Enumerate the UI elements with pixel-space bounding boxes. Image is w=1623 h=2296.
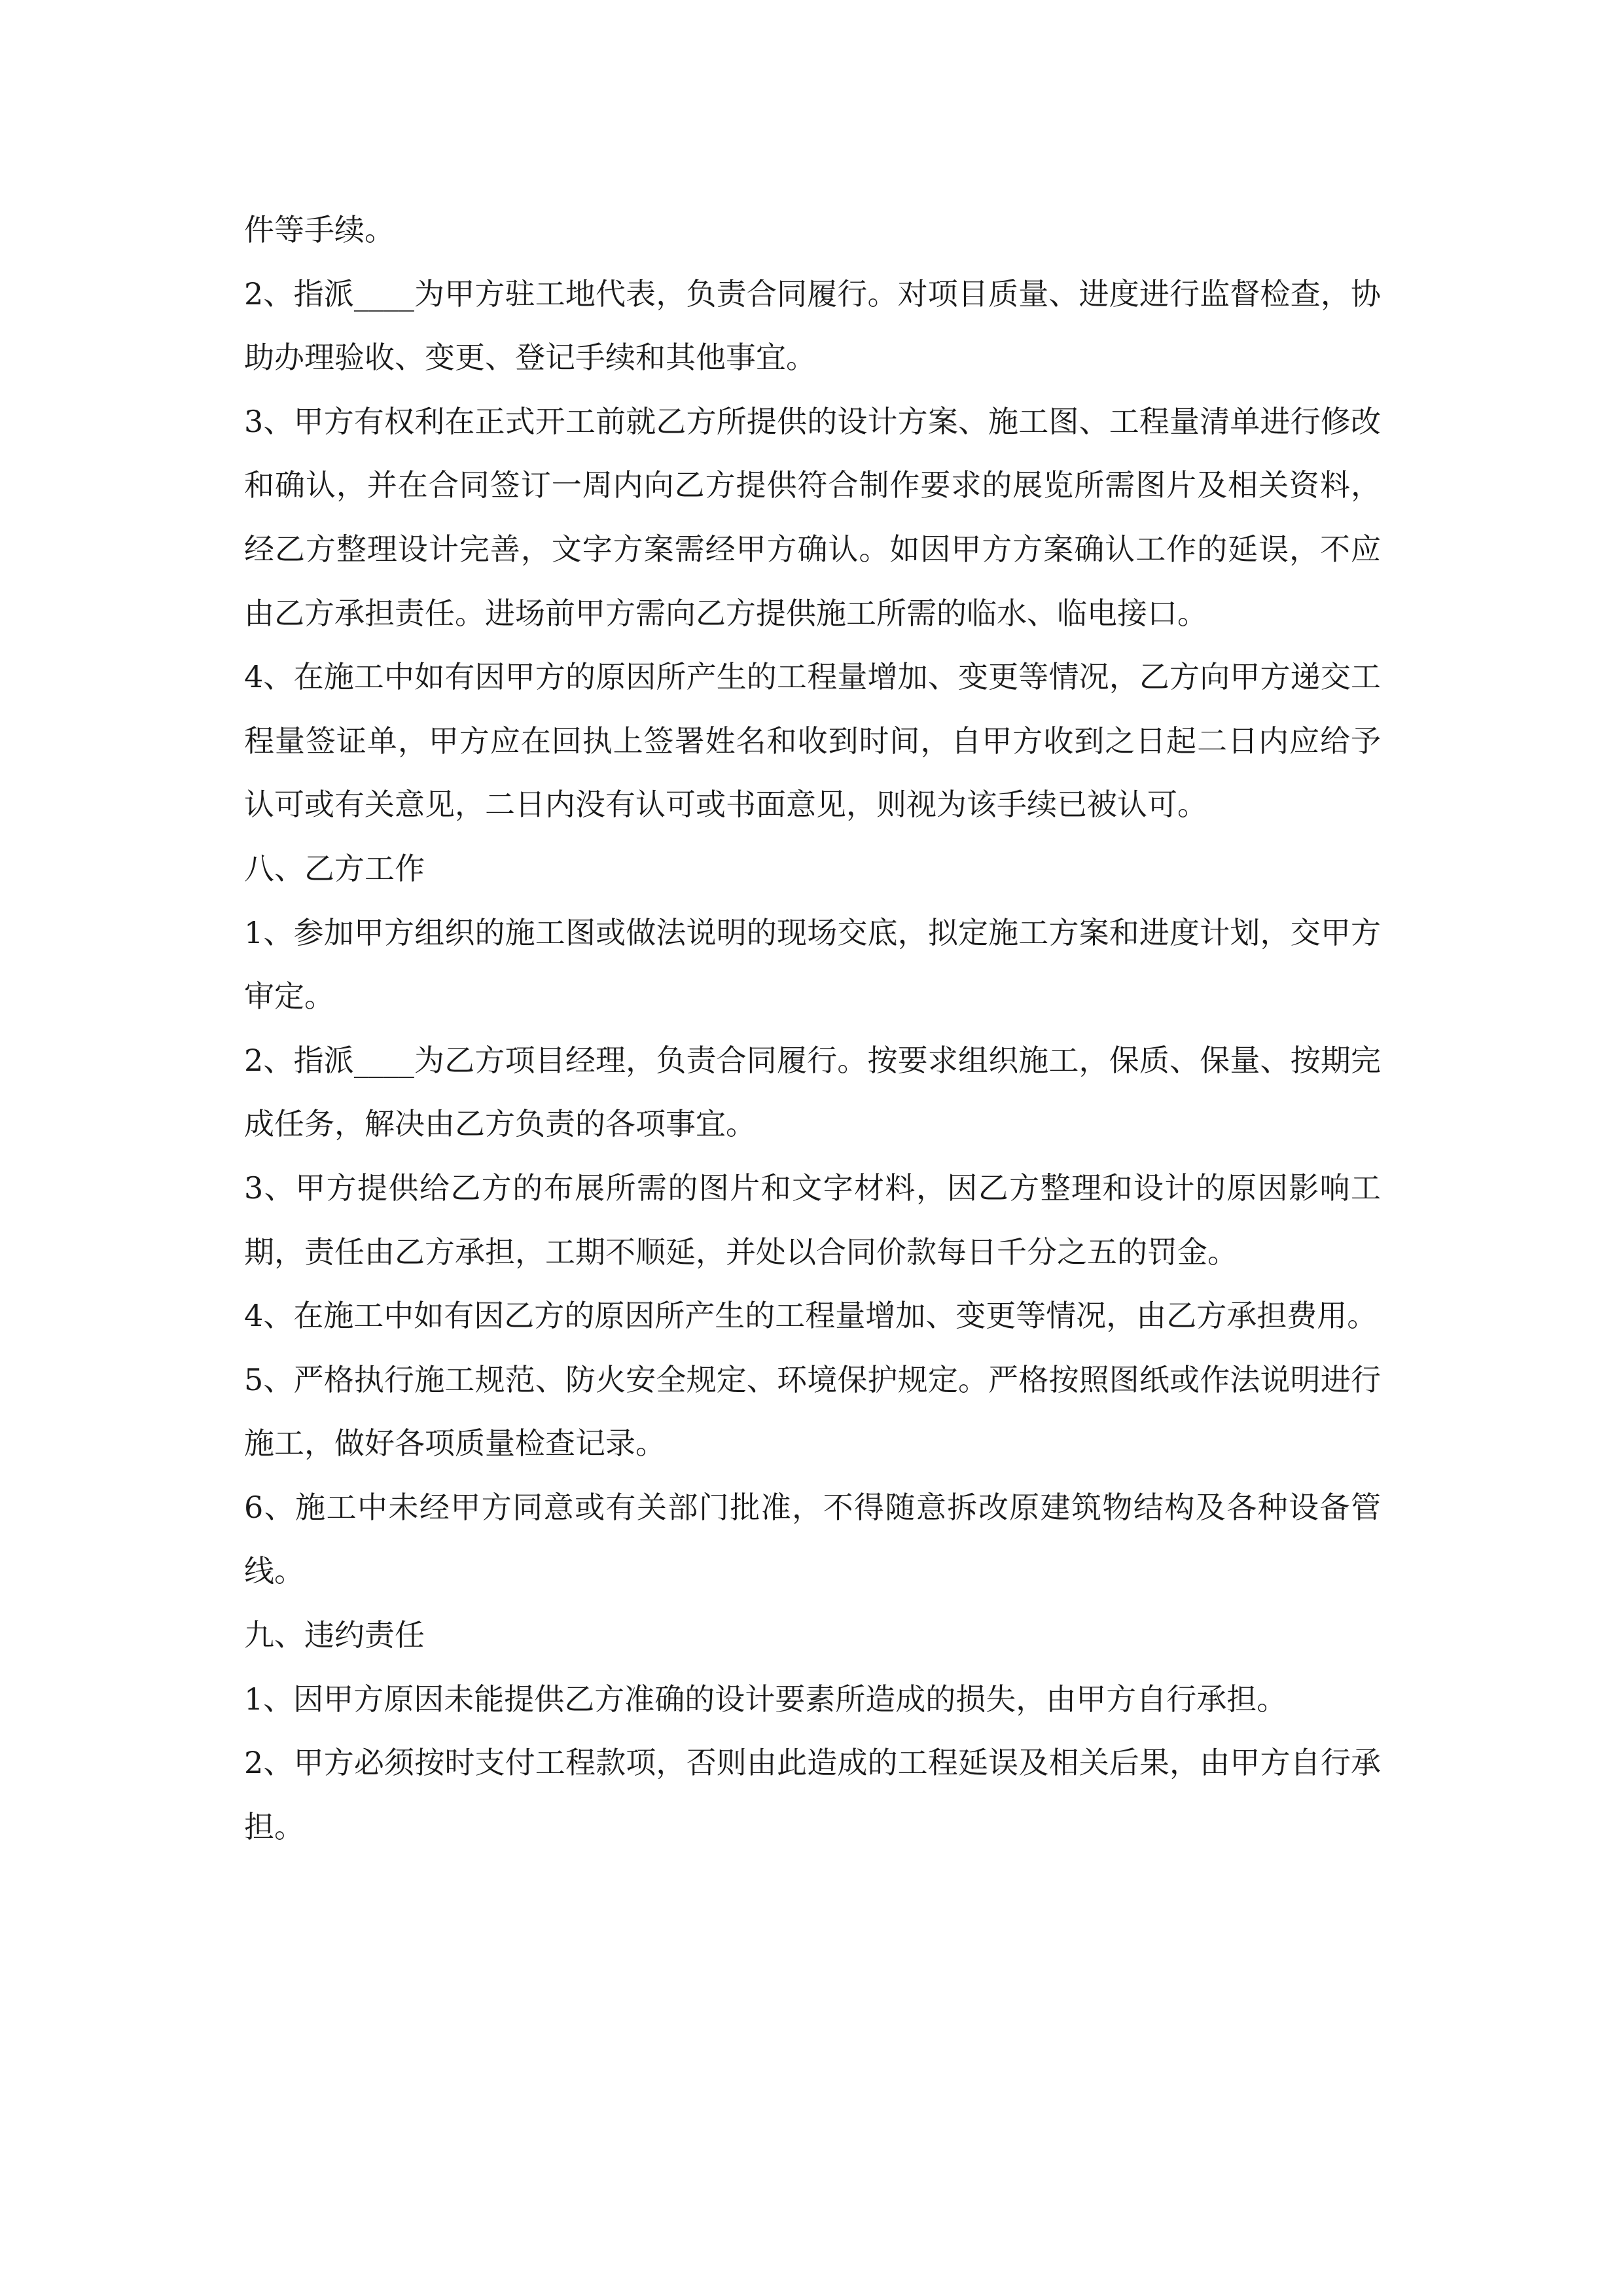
paragraph-liability-item-2: 2、甲方必须按时支付工程款项，否则由此造成的工程延误及相关后果，由甲方自行承担。 — [244, 1745, 1381, 1844]
paragraph-party-a-item-4: 4、在施工中如有因甲方的原因所产生的工程量增加、变更等情况，乙方向甲方递交工程量签证单，甲方应在回执上签署姓名和收到时间，自甲方收到之日起二日内应给予认可或有关意见，二日内没有认可或书面意见，则视为该手续已被认可。 — [244, 659, 1381, 823]
paragraph-continuation: 件等手续。 — [244, 212, 395, 247]
paragraph-liability-item-1: 1、因甲方原因未能提供乙方准确的设计要素所造成的损失，由甲方自行承担。 — [244, 1681, 1287, 1717]
document-body — [244, 198, 1381, 1859]
paragraph-party-b-item-3: 3、甲方提供给乙方的布展所需的图片和文字材料，因乙方整理和设计的原因影响工期，责任由乙方承担，工期不顺延，并处以合同价款每日千分之五的罚金。 — [244, 1170, 1381, 1270]
paragraph-party-a-item-3: 3、甲方有权利在正式开工前就乙方所提供的设计方案、施工图、工程量清单进行修改和确认，并在合同签订一周内向乙方提供符合制作要求的展览所需图片及相关资料，经乙方整理设计完善，文字方案需经甲方确认。如因甲方方案确认工作的延误，不应由乙方承担责任。进场前甲方需向乙方提供施工所需的临水、临电接口。 — [244, 403, 1381, 631]
paragraph-party-b-item-4: 4、在施工中如有因乙方的原因所产生的工程量增加、变更等情况，由乙方承担费用。 — [244, 1298, 1378, 1334]
paragraph-party-b-item-5: 5、严格执行施工规范、防火安全规定、环境保护规定。严格按照图纸或作法说明进行施工，做好各项质量检查记录。 — [244, 1361, 1381, 1462]
paragraph-party-b-item-1: 1、参加甲方组织的施工图或做法说明的现场交底，拟定施工方案和进度计划，交甲方审定。 — [244, 914, 1381, 1014]
section-heading-party-b-work: 八、乙方工作 — [244, 850, 425, 886]
paragraph-party-b-item-6: 6、施工中未经甲方同意或有关部门批准，不得随意拆改原建筑物结构及各种设备管线。 — [244, 1489, 1381, 1589]
paragraph-party-b-item-2: 2、指派____为乙方项目经理，负责合同履行。按要求组织施工，保质、保量、按期完成任务，解决由乙方负责的各项事宜。 — [244, 1042, 1381, 1142]
section-heading-liability: 九、违约责任 — [244, 1617, 425, 1653]
paragraph-party-a-item-2: 2、指派____为甲方驻工地代表，负责合同履行。对项目质量、进度进行监督检查，协助办理验收、变更、登记手续和其他事宜。 — [244, 276, 1381, 376]
